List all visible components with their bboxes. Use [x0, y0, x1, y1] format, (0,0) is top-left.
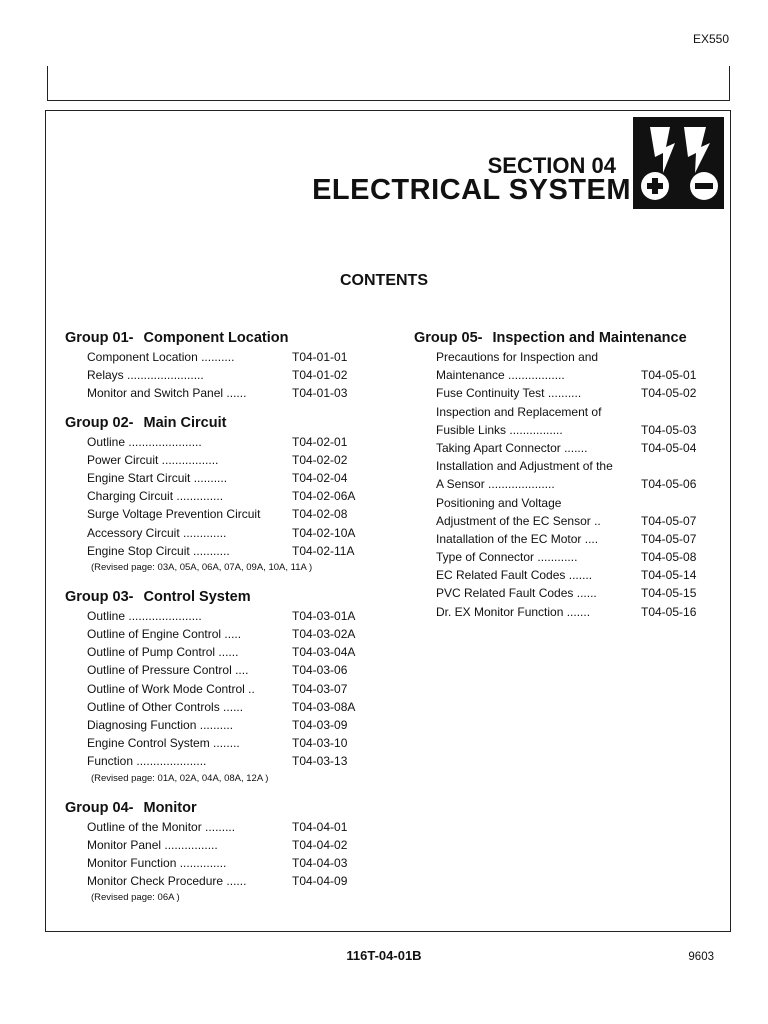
- toc-entry-page: T04-03-13: [292, 754, 348, 769]
- toc-entry: [65, 524, 385, 542]
- toc-entry-page: T04-03-09: [292, 718, 348, 732]
- toc-entry-page: T04-05-01: [641, 368, 697, 383]
- toc-entry: [65, 854, 385, 872]
- toc-entry: [65, 698, 385, 716]
- toc-entry: [65, 451, 385, 469]
- toc-entry-title: Maintenance .................: [436, 368, 565, 383]
- toc-entry-page: T04-02-04: [292, 470, 348, 485]
- toc-entry: [65, 872, 385, 890]
- group-title: [65, 587, 385, 607]
- toc-entry-page: T04-04-09: [292, 874, 348, 889]
- toc-entry-page: T04-05-06: [641, 477, 697, 492]
- toc-entry-title: Engine Control System ........: [87, 736, 240, 751]
- toc-entry-title: Outline of Work Mode Control ..: [87, 681, 255, 696]
- toc-entry-page: T04-05-16: [641, 604, 697, 619]
- toc-entry: [65, 836, 385, 854]
- toc-entry: [414, 403, 714, 421]
- toc-entry: [65, 752, 385, 770]
- toc-entry: [65, 680, 385, 698]
- toc-entry: [414, 475, 714, 493]
- toc-entry-title: Outline of Pressure Control ....: [87, 663, 249, 678]
- toc-entry-title: EC Related Fault Codes .......: [436, 568, 593, 583]
- toc-entry-page: T04-05-08: [641, 550, 697, 565]
- toc-entry-page: T04-01-02: [292, 368, 348, 383]
- toc-entry-page: T04-05-02: [641, 386, 697, 401]
- toc-entry-page: T04-03-08A: [292, 699, 356, 714]
- toc-entry-title: Surge Voltage Prevention Circuit: [87, 507, 261, 522]
- revised-pages-note: (Revised page: 06A ): [91, 892, 180, 904]
- toc-entry: [65, 643, 385, 661]
- toc-entry: [65, 469, 385, 487]
- contents-heading: CONTENTS: [340, 272, 428, 289]
- toc-entry-title: Function .....................: [87, 754, 207, 769]
- footer-code: 116T-04-01B: [346, 948, 422, 963]
- toc-entry: [414, 566, 714, 584]
- toc-entry: [414, 439, 714, 457]
- toc-entry-page: T04-03-01A: [292, 608, 356, 623]
- toc-entry-page: T04-05-03: [641, 422, 697, 437]
- toc-entry-page: T04-04-02: [292, 837, 348, 852]
- toc-entry: [65, 661, 385, 679]
- group-title: [65, 328, 385, 348]
- toc-entry: [414, 603, 714, 621]
- toc-entry: [414, 512, 714, 530]
- toc-entry: [65, 505, 385, 523]
- toc-entry: [65, 433, 385, 451]
- page-code: EX550: [692, 32, 729, 46]
- section-number: SECTION 04: [487, 153, 616, 178]
- toc-entry-page: T04-05-04: [641, 440, 697, 455]
- toc-entry: [414, 348, 714, 366]
- toc-entry: [65, 716, 385, 734]
- toc-entry-page: T04-02-10A: [292, 525, 356, 540]
- toc-entry-title: Fuse Continuity Test ..........: [436, 386, 582, 401]
- toc-entry-title: Outline of the Monitor .........: [87, 819, 236, 834]
- revised-pages-note: (Revised page: 03A, 05A, 06A, 07A, 09A, 10A, 11A ): [91, 561, 313, 573]
- section-title: ELECTRICAL SYSTEM: [312, 174, 631, 206]
- group-number: Group 03-: [65, 588, 134, 605]
- toc-entry-title: Positioning and Voltage: [436, 495, 562, 510]
- toc-entry-title: Engine Start Circuit ..........: [87, 470, 228, 485]
- group-name: Component Location: [143, 330, 289, 346]
- toc-entry-page: T04-05-07: [641, 513, 697, 528]
- toc-entry-title: Monitor Function ..............: [87, 855, 227, 870]
- toc-entry: [414, 548, 714, 566]
- toc-entry: [65, 625, 385, 643]
- toc-entry-page: T04-03-07: [292, 681, 348, 696]
- toc-entry-title: Outline ......................: [87, 608, 202, 623]
- toc-entry-title: Outline of Pump Control ......: [87, 645, 239, 660]
- toc-entry-title: Monitor and Switch Panel ......: [87, 386, 247, 401]
- toc-entry-page: T04-05-07: [641, 531, 697, 546]
- toc-group: [65, 413, 385, 577]
- toc-entry-title: Outline of Other Controls ......: [87, 699, 244, 714]
- toc-entry-title: Precautions for Inspection and: [436, 350, 599, 364]
- toc-entry-page: T04-03-06: [292, 663, 348, 678]
- toc-entry-title: Power Circuit .................: [87, 452, 219, 467]
- header-box: [47, 66, 730, 101]
- toc-entry-title: Relays .......................: [87, 368, 204, 383]
- toc-entry-page: T04-04-03: [292, 855, 348, 870]
- toc-entry-title: Dr. EX Monitor Function .......: [436, 604, 591, 619]
- toc-entry: [414, 584, 714, 602]
- toc-entry: [65, 487, 385, 505]
- toc-entry-page: T04-03-10: [292, 736, 348, 751]
- toc-group: [65, 798, 385, 908]
- toc-entry-page: T04-01-01: [292, 350, 348, 364]
- group-number: Group 02-: [65, 414, 134, 431]
- toc-entry: [414, 494, 714, 512]
- toc-entry: [65, 734, 385, 752]
- toc-entry: [414, 366, 714, 384]
- group-title: [414, 328, 714, 348]
- group-name: Monitor: [143, 799, 197, 816]
- toc-entry: [65, 384, 385, 402]
- toc-left-column: [65, 328, 385, 917]
- toc-entry-title: Engine Stop Circuit ...........: [87, 543, 230, 558]
- toc-entry-page: T04-05-14: [641, 568, 697, 583]
- toc-entry-title: Charging Circuit ..............: [87, 489, 224, 504]
- toc-entry-page: T04-02-02: [292, 452, 348, 467]
- toc-entry-title: Monitor Check Procedure ......: [87, 874, 247, 889]
- toc-entry-title: Accessory Circuit .............: [87, 525, 227, 540]
- toc-entry-title: Outline of Engine Control .....: [87, 627, 242, 642]
- toc-group: [414, 328, 714, 621]
- toc-entry-page: T04-02-08: [292, 507, 348, 522]
- electrical-polarity-icon: [633, 117, 724, 209]
- group-number: Group 01-: [65, 330, 134, 346]
- toc-entry-title: Adjustment of the EC Sensor ..: [436, 513, 601, 528]
- group-title: [65, 413, 385, 433]
- toc-entry: [414, 457, 714, 475]
- toc-entry: [65, 818, 385, 836]
- group-number: Group 04-: [65, 799, 134, 816]
- toc-entry-page: T04-01-03: [292, 386, 348, 401]
- toc-entry-page: T04-02-01: [292, 434, 348, 449]
- toc-entry-page: T04-02-06A: [292, 489, 356, 504]
- toc-entry-title: Inatallation of the EC Motor ....: [436, 531, 599, 546]
- toc-entry-page: T04-03-04A: [292, 645, 356, 660]
- toc-entry: [414, 530, 714, 548]
- toc-entry: [65, 366, 385, 384]
- group-title: [65, 798, 385, 818]
- toc-entry: [414, 421, 714, 439]
- toc-entry-title: A Sensor ....................: [436, 477, 555, 492]
- toc-entry-title: Fusible Links ................: [436, 422, 563, 437]
- toc-entry: [65, 542, 385, 560]
- toc-entry: [414, 384, 714, 402]
- toc-entry-title: Type of Connector ............: [436, 550, 578, 565]
- toc-entry-title: Inspection and Replacement of: [436, 404, 602, 419]
- toc-entry-title: Diagnosing Function ..........: [87, 718, 234, 732]
- toc-entry-title: Taking Apart Connector .......: [436, 440, 588, 455]
- toc-group: [65, 328, 385, 403]
- toc-entry: [65, 348, 385, 366]
- group-name: Inspection and Maintenance: [492, 330, 687, 346]
- toc-entry-title: Outline ......................: [87, 434, 202, 449]
- toc-entry-title: Monitor Panel ................: [87, 837, 218, 852]
- lightning-plus-minus-icon: [633, 117, 724, 209]
- toc-entry: [65, 607, 385, 625]
- toc-entry-page: T04-05-15: [641, 586, 697, 601]
- group-name: Main Circuit: [143, 414, 227, 431]
- revised-pages-note: (Revised page: 01A, 02A, 04A, 08A, 12A ): [91, 772, 269, 784]
- toc-entry-title: Component Location ..........: [87, 350, 235, 364]
- toc-right-column: [414, 328, 714, 631]
- toc-entry-page: T04-02-11A: [292, 543, 355, 558]
- group-number: Group 05-: [414, 330, 483, 346]
- footer-number: 9603: [688, 951, 714, 963]
- toc-group: [65, 587, 385, 788]
- toc-entry-title: Installation and Adjustment of the: [436, 459, 613, 474]
- group-name: Control System: [143, 588, 251, 605]
- toc-entry-page: T04-03-02A: [292, 627, 356, 642]
- toc-entry-title: PVC Related Fault Codes ......: [436, 586, 597, 601]
- toc-entry-page: T04-04-01: [292, 819, 348, 834]
